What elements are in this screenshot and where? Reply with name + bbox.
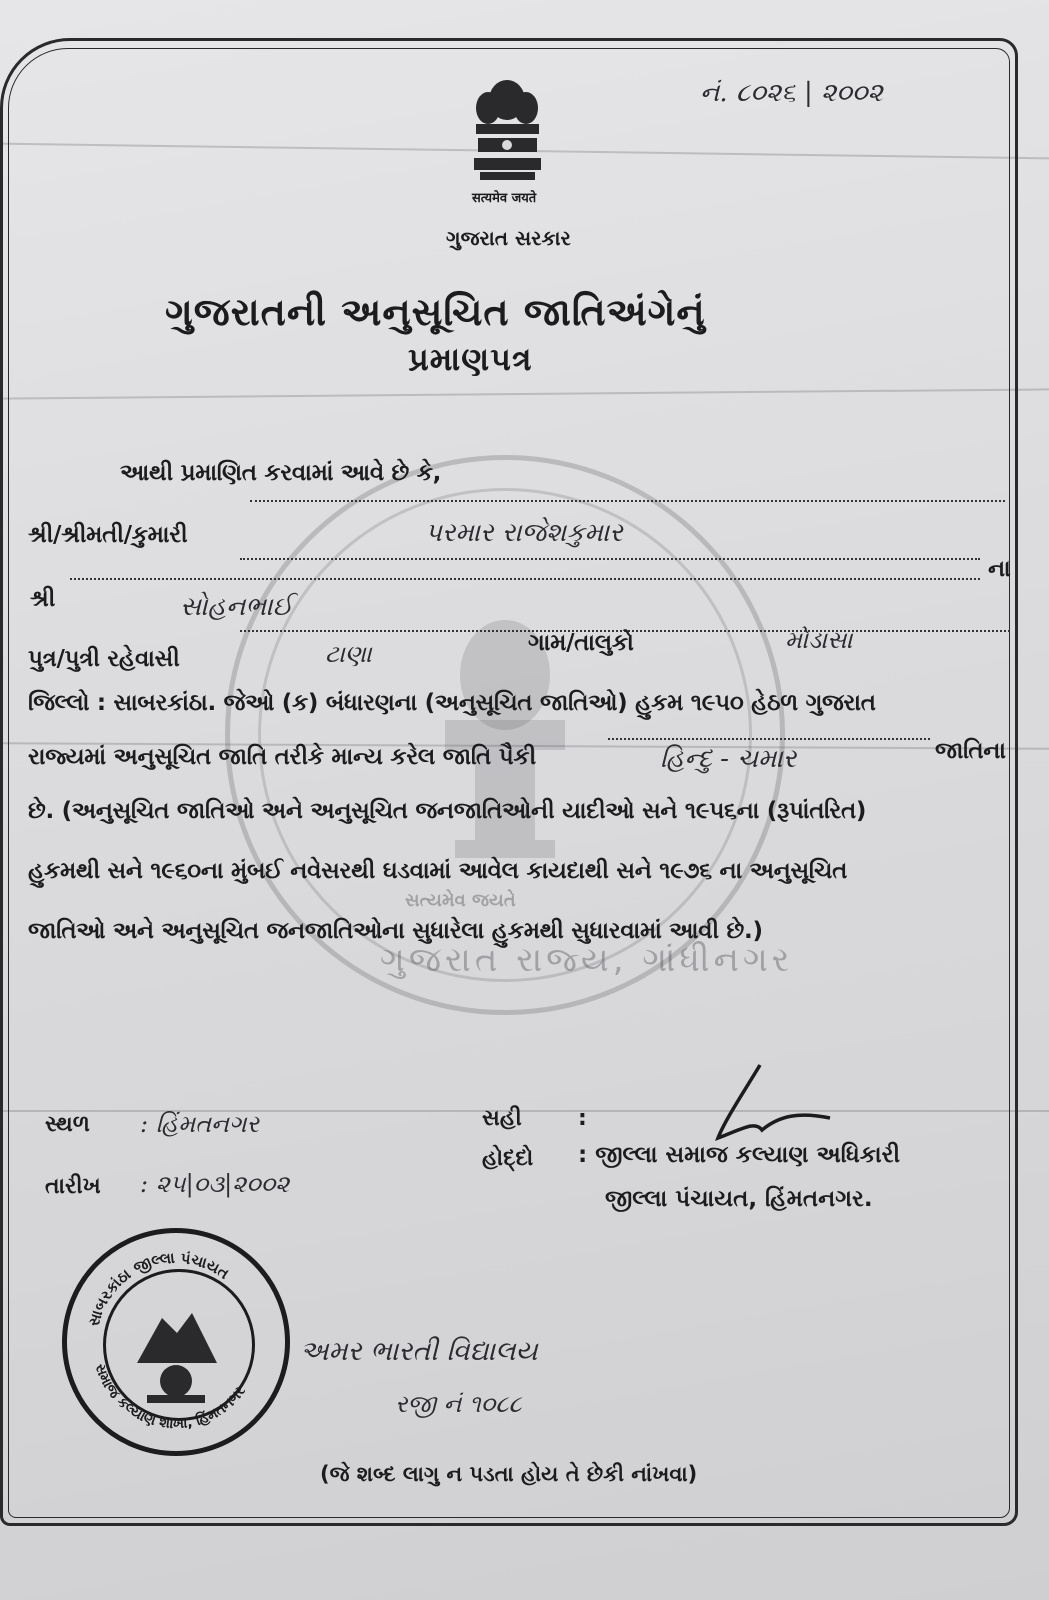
- body-line-7: છે. (અનુસૂચિત જાતિઓ અને અનુસૂચિત જનજાતિઓની યાદીઓ સને ૧૯૫૬ના (રૂપાંતરિત): [28, 798, 867, 824]
- school-registration: રજી નં ૧૦૮૮: [395, 1390, 522, 1418]
- suffix-na: ના: [988, 556, 1011, 582]
- dotted-line: [250, 500, 1005, 502]
- certificate-title: ગુજરાતની અનુસૂચિત જાતિઅંગેનું: [165, 290, 706, 334]
- father-label: શ્રી: [30, 586, 56, 612]
- village-value: મોડાસા: [785, 626, 853, 654]
- designation-office: જીલ્લા પંચાયત, હિંમતનગર.: [605, 1186, 873, 1212]
- resident-label: પુત્ર/પુત્રી રહેવાસી: [28, 646, 180, 672]
- name-value: પરમાર રાજેશકુમાર: [425, 518, 623, 548]
- date-label: તારીખ: [45, 1174, 101, 1199]
- office-stamp: [62, 1228, 290, 1456]
- father-value: સોહનભાઈ: [180, 592, 293, 622]
- emblem-motto: सत्यमेव जयते: [472, 191, 537, 206]
- name-label: શ્રી/શ્રીમતી/કુમારી: [28, 522, 188, 548]
- body-line-8: હુકમથી સને ૧૯૬૦ના મુંબઈ નવેસરથી ઘડવામાં આવેલ કાયદાથી સને ૧૯૭૬ ના અનુસૂચિત: [28, 858, 848, 884]
- caste-value: હિન્દુ - ચમાર: [660, 744, 797, 774]
- dotted-line: [240, 558, 980, 560]
- watermark-outer-text: ગુજરાત રાજ્ય, ગાંધીનગર: [380, 940, 794, 980]
- date-value: : ૨૫|૦૩|૨૦૦૨: [140, 1170, 290, 1198]
- resident-value: ટાણા: [325, 640, 372, 668]
- watermark-inner-text: સત્યમેવ જયતે: [405, 890, 516, 911]
- caste-suffix: જાતિના: [935, 738, 1006, 764]
- signature-icon: [700, 1060, 840, 1145]
- intro-text: આથી પ્રમાણિત કરવામાં આવે છે કે,: [120, 460, 442, 486]
- svg-text:સાબરકાંઠા જીલ્લા પંચાયત: સાબરકાંઠા જીલ્લા પંચાયત: [84, 1248, 233, 1329]
- ashoka-emblem-icon: [470, 78, 545, 186]
- dotted-line: [608, 738, 930, 740]
- body-line-6: રાજ્યમાં અનુસૂચિત જાતિ તરીકે માન્ય કરેલ જાતિ પૈકી: [28, 744, 536, 770]
- government-name: ગુજરાત સરકાર: [446, 226, 571, 250]
- signature-colon: :: [578, 1106, 587, 1131]
- footnote: (જે શબ્દ લાગુ ન પડતા હોય તે છેકી નાંખવા): [320, 1462, 698, 1486]
- designation-label: હોદ્દો: [482, 1146, 534, 1171]
- certificate-subtitle: પ્રમાણપત્ર: [408, 340, 533, 378]
- dotted-line: [70, 578, 980, 580]
- body-line-9: જાતિઓ અને અનુસૂચિત જનજાતિઓના સુધારેલા હુકમથી સુધારવામાં આવી છે.): [28, 918, 763, 944]
- village-label: ગામ/તાલુકો: [528, 630, 634, 656]
- signature-label: સહી: [482, 1106, 522, 1131]
- stamp-ring-text: [67, 1233, 285, 1451]
- body-line-5: જિલ્લો : સાબરકાંઠા. જેઓ (ક) બંધારણના (અનુસૂચિત જાતિઓ) હુકમ ૧૯૫૦ હેઠળ ગુજરાત: [28, 690, 876, 716]
- reference-number: નં. ૮૦૨૬ | ૨૦૦૨: [700, 78, 883, 108]
- designation-value: : જીલ્લા સમાજ કલ્યાણ અધિકારી: [578, 1142, 901, 1168]
- place-value: : હિંમતનગર: [140, 1110, 259, 1138]
- place-label: સ્થળ: [45, 1112, 90, 1137]
- school-note: અમર ભારતી વિદ્યાલય: [300, 1336, 538, 1367]
- svg-text:સમાજ કલ્યાણ શાખા, હિંમતનગર: સમાજ કલ્યાણ શાખા, હિંમતનગર: [91, 1361, 249, 1433]
